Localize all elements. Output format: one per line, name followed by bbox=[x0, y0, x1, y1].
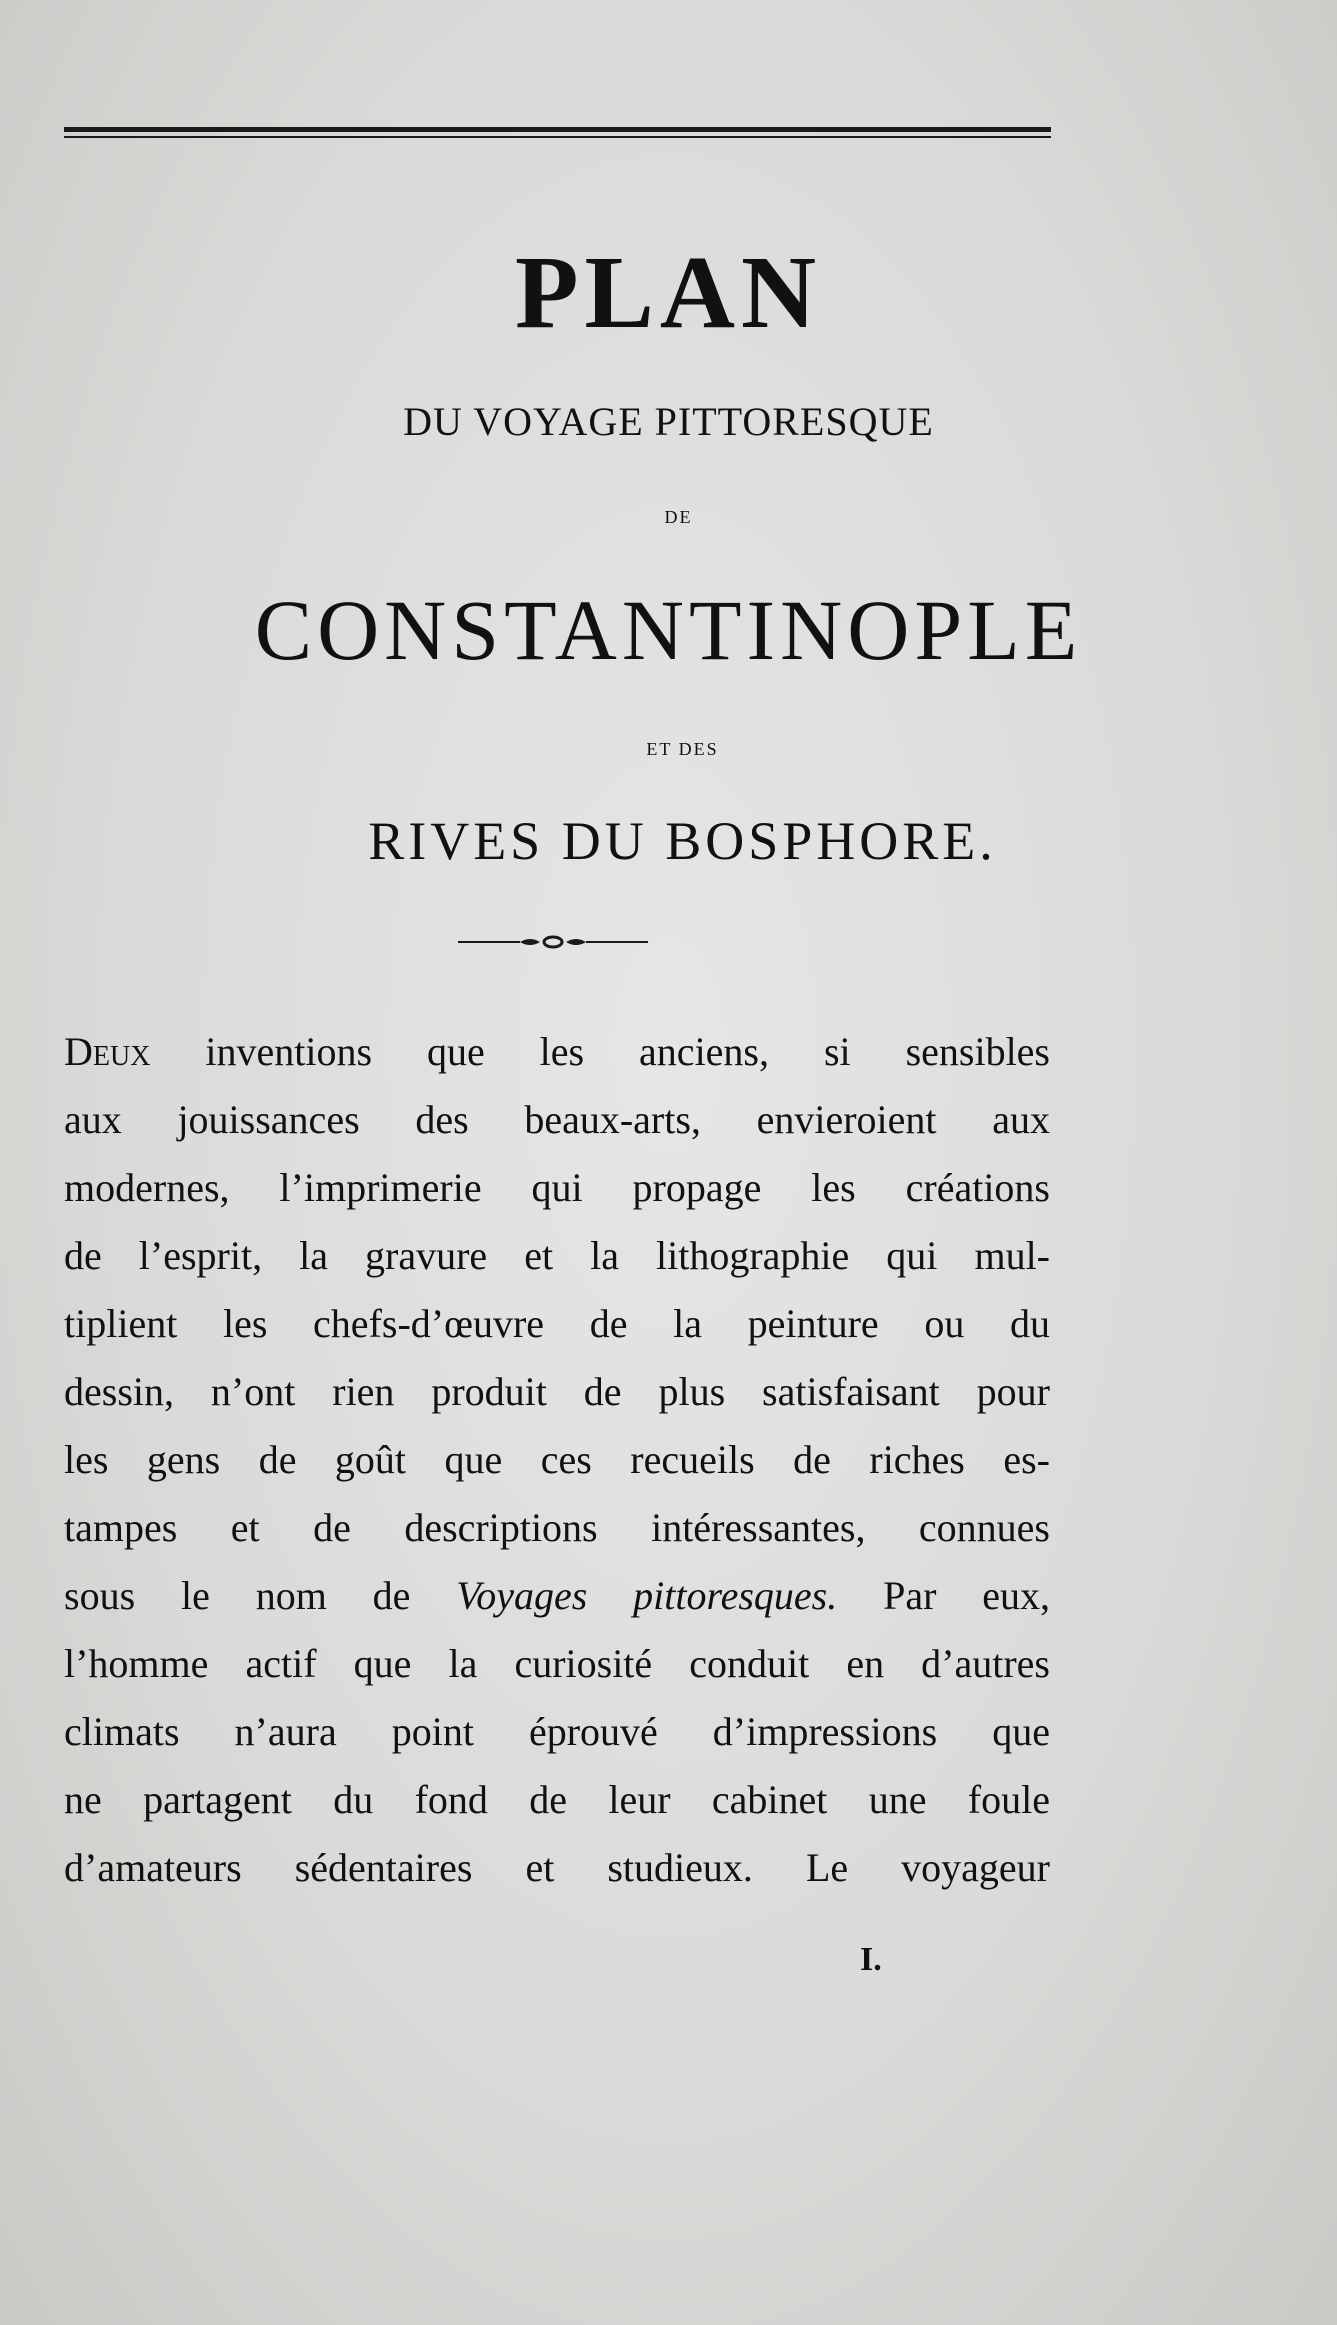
body-line-7: les gens de goût que ces recueils de riches es- bbox=[64, 1437, 1050, 1482]
body-line-post: Par eux, bbox=[837, 1573, 1050, 1618]
body-line-2: aux jouissances des beaux-arts, envieroient aux bbox=[64, 1097, 1050, 1142]
drop-word: Deux bbox=[64, 1029, 151, 1074]
body-line-pre: sous le nom de bbox=[64, 1573, 457, 1618]
subtitle-du-voyage-pittoresque: DU VOYAGE PITTORESQUE bbox=[403, 399, 934, 444]
title-rives-du-bosphore: RIVES DU BOSPHORE. bbox=[368, 811, 997, 871]
signature-mark: I. bbox=[860, 1941, 882, 1978]
header-double-rule bbox=[64, 127, 1051, 139]
connector-de: DE bbox=[664, 507, 693, 527]
rule-thick bbox=[64, 127, 1051, 132]
body-line-10: l’homme actif que la curiosité conduit en d’autres bbox=[64, 1641, 1050, 1686]
ornament-divider-icon bbox=[458, 932, 648, 952]
connector-et-des: ET DES bbox=[646, 739, 719, 759]
body-line-text: inventions que les anciens, si sensibles bbox=[150, 1029, 1050, 1074]
body-line-6: dessin, n’ont rien produit de plus satisfaisant pour bbox=[64, 1369, 1050, 1414]
body-line-9 bbox=[64, 1562, 1050, 1630]
rule-thin bbox=[64, 136, 1051, 138]
title-plan: PLAN bbox=[514, 235, 823, 350]
body-line-4: de l’esprit, la gravure et la lithographie qui mul- bbox=[64, 1233, 1050, 1278]
body-line-5: tiplient les chefs-d’œuvre de la peinture ou du bbox=[64, 1301, 1050, 1346]
italic-title: Voyages pittoresques. bbox=[456, 1573, 838, 1618]
body-line-1 bbox=[64, 1018, 1050, 1086]
title-constantinople: CONSTANTINOPLE bbox=[254, 582, 1083, 678]
body-line-13: d’amateurs sédentaires et studieux. Le voyageur bbox=[64, 1845, 1050, 1890]
body-line-8: tampes et de descriptions intéressantes, connues bbox=[64, 1505, 1050, 1550]
body-line-3: modernes, l’imprimerie qui propage les créations bbox=[64, 1165, 1050, 1210]
body-line-11: climats n’aura point éprouvé d’impressions que bbox=[64, 1709, 1050, 1754]
body-text bbox=[64, 1018, 1050, 1902]
body-line-12: ne partagent du fond de leur cabinet une foule bbox=[64, 1777, 1050, 1822]
